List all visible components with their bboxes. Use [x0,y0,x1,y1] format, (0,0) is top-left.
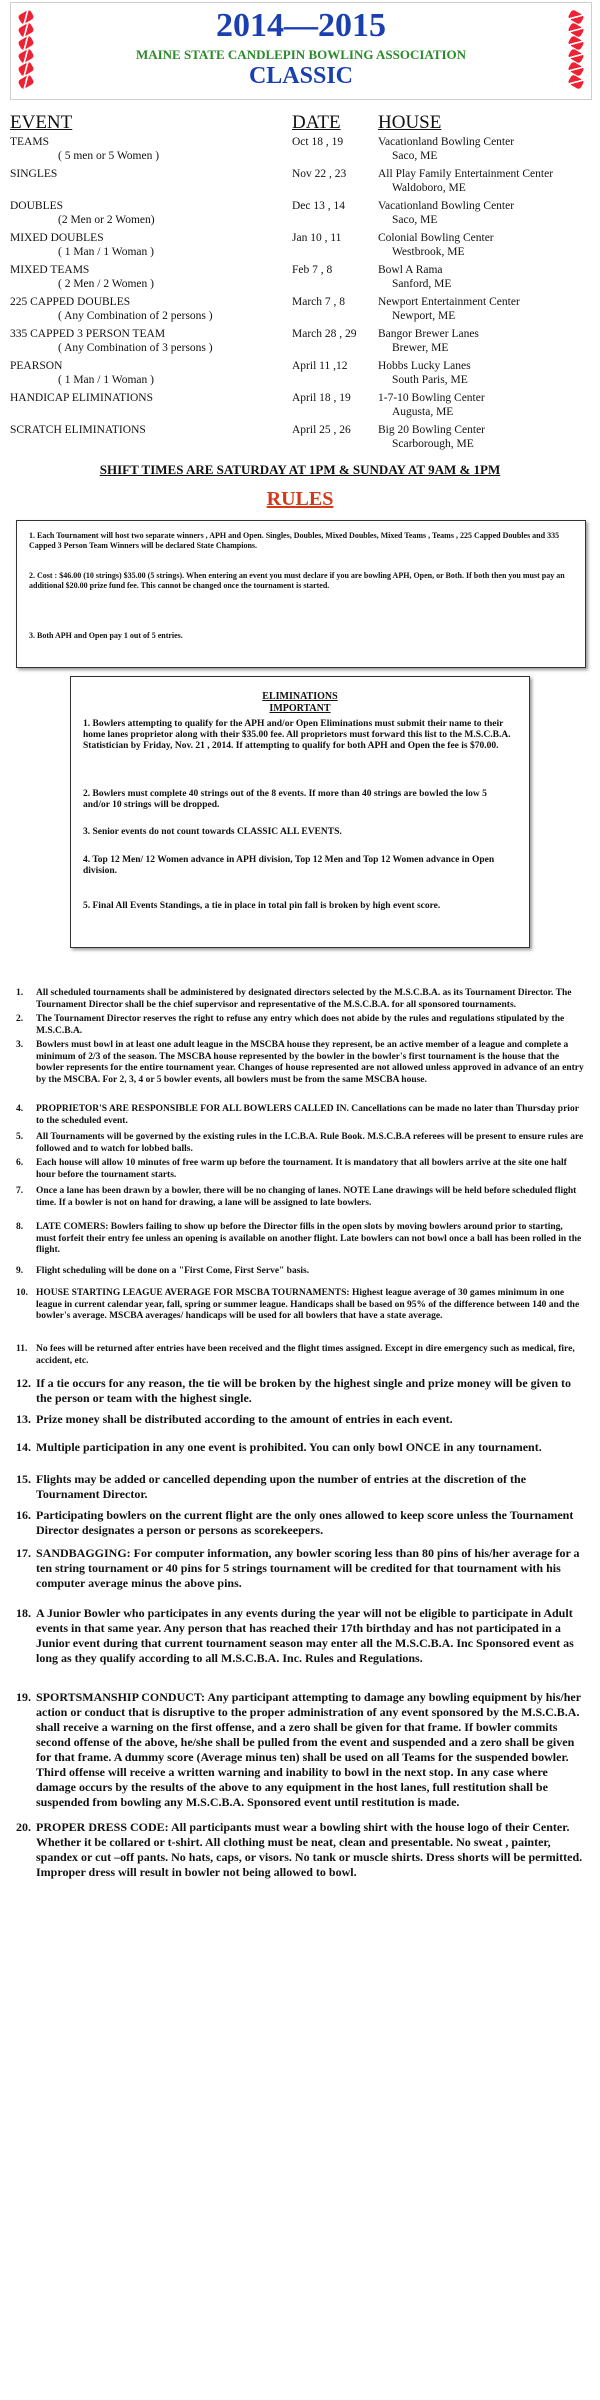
event-composition: ( Any Combination of 3 persons ) [58,342,213,354]
rule-number: 11. [16,1344,28,1354]
event-name: MIXED DOUBLES [10,232,104,244]
rule-text: Once a lane has been drawn by a bowler, there will be no changing of lanes. NOTE Lane drawings will be held before scheduled flight time. If a bowler is not on hand for drawing, a lane will be assigned to late bowlers. [36,1186,577,1208]
event-name: MIXED TEAMS [10,264,90,276]
house-city: Sanford, ME [392,278,452,290]
house-name: 1-7-10 Bowling Center [378,392,485,404]
rule-number: 12. [16,1376,31,1390]
event-column-header: EVENT [10,112,73,133]
rule-text: If a tie occurs for any reason, the tie will be broken by the highest single and prize money will be given to the person or team with the highest single. [36,1376,571,1405]
season-years: 2014—2015 [216,7,386,44]
elimination-item: 2. Bowlers must complete 40 strings out of the 8 events. If more than 40 strings are bowled the low 5 and/or 10 strings will be dropped. [83,789,487,810]
rule-text: HOUSE STARTING LEAGUE AVERAGE FOR MSCBA TOURNAMENTS: Highest league average of 30 games minimum in one league in current calendar year, fall, spring or summer league. Handicaps shall be based on 95% of the difference between 140 and the bowler's average. MSCBA averages/ handicaps will be used for all bowlers that have a state average. [36,1288,580,1321]
eliminations-box [70,676,530,948]
house-city: Scarborough, ME [392,438,474,450]
house-city: Saco, ME [392,214,438,226]
rule-number: 3. [16,1040,24,1050]
house-name: Bowl A Rama [378,264,443,276]
rule-text: All scheduled tournaments shall be administered by designated directors selected by the M.S.C.B.A. as its Tournament Director. The Tournament Director shall be the chief supervisor and representative of the M.S.C.B.A. for all sponsored tournaments. [36,988,572,1010]
rule-text: Bowlers must bowl in at least one adult league in the MSCBA house they represent, be an active member of a league and complete a minimum of 2/3 of the season. The MSCBA house represented by the bowler in the bowler's first tournament is the house that the bowler represents for the entire tournament year. Changes of house represented are not allowed unless approved in advance of an entry by the MSCBA. For 2, 3, 4 or 5 bowler events, all bowlers must be from the same MSCBA house. [36,1040,584,1085]
rule-number: 8. [16,1222,24,1232]
house-city: Newport, ME [392,310,456,322]
house-name: Vacationland Bowling Center [378,136,515,148]
rule-text: No fees will be returned after entries have been received and the flight times assigned. Except in dire emergency such as medical, fire, accident, etc. [36,1344,575,1366]
info-item: 3. Both APH and Open pay 1 out of 5 entries. [29,631,183,640]
info-item: 2. Cost : $46.00 (10 strings) $35.00 (5 strings). When entering an event you must declare if you are bowling APH, Open, or Both. If both then you must pay an additional $20.00 prize fund fee. This cannot be changed once the tournament is started. [29,571,565,590]
house-name: Vacationland Bowling Center [378,200,515,212]
house-city: Brewer, ME [392,342,449,354]
tournament-info-box [16,520,586,668]
eliminations-subtitle: IMPORTANT [269,703,331,714]
elimination-item: 4. Top 12 Men/ 12 Women advance in APH division, Top 12 Men and Top 12 Women advance in Open division. [83,855,495,876]
event-composition: (2 Men or 2 Women) [58,214,155,226]
event-composition: ( 1 Man / 1 Woman ) [58,374,154,386]
rule-text: LATE COMERS: Bowlers failing to show up before the Director fills in the open slots by moving bowlers around prior to starting, must forfeit their entry fee unless an opening is available on another flight. Late bowlers can not bowl once a ball has been rolled in the flight. [36,1222,582,1255]
rule-number: 1. [16,988,24,998]
rule-text: SANDBAGGING: For computer information, any bowler scoring less than 80 pins of his/her average for a ten string tournament or 40 pins for 5 strings tournament will be credited for that tournament with his computer average minus the above pins. [36,1546,580,1590]
event-composition: ( 5 men or 5 Women ) [58,150,160,162]
rule-text: PROPER DRESS CODE: All participants must wear a bowling shirt with the house logo of their Center. Whether it be collared or t-shirt. All clothing must be neat, clean and presentable. No sweat , painter, spandex or cut –off pants. No hats, caps, or visors. No tank or muscle shirts. Dress shorts will be permitted. Improper dress will result in bowler not being allowed to bowl. [36,1820,583,1879]
elimination-item: 3. Senior events do not count towards CLASSIC ALL EVENTS. [83,827,342,837]
elimination-item: 1. Bowlers attempting to qualify for the APH and/or Open Eliminations must submit their name to their home lanes proprietor along with their $35.00 fee. All proprietors must forward this list to the M.S.C.B.A. Statistician by Friday, Nov. 21 , 2014. If attempting to qualify for both APH and Open the fee is $70.00. [83,719,511,751]
rule-text: Multiple participation in any one event is prohibited. You can only bowl ONCE in any tournament. [36,1440,542,1454]
page-title: CLASSIC [248,63,354,89]
shift-times: SHIFT TIMES ARE SATURDAY AT 1PM & SUNDAY AT 9AM & 1PM [99,462,501,477]
event-name: 335 CAPPED 3 PERSON TEAM [10,328,166,340]
event-date: Nov 22 , 23 [292,168,347,180]
rule-text: Prize money shall be distributed according to the amount of entries in each event. [36,1412,453,1426]
rule-number: 10. [16,1288,28,1298]
rule-number: 17. [16,1546,31,1560]
event-date: Dec 13 , 14 [292,200,346,212]
event-composition: ( Any Combination of 2 persons ) [58,310,213,322]
rule-text: SPORTSMANSHIP CONDUCT: Any participant attempting to damage any bowling equipment by his/her action or conduct that is disruptive to the proper administration of any event sponsored by the M.S.C.B.A. shall receive a warning on the first offense, and a zero shall be given for that frame. If bowler commits second offense of the above, he/she shall be pulled from the event and suspended and a zero shall be given for that frame. A dummy score (Average minus ten) shall be used on all Teams for the suspended bowler. Third offense will receive a written warning and inability to bowl in the next stop. In any case where damage occurs by the results of the above to any equipment in the host lanes, full restitution shall be suspended from bowling any M.S.C.B.A. Sponsored event until restitution is made. [36,1690,581,1809]
rule-number: 20. [16,1820,31,1834]
date-column-header: DATE [292,112,341,133]
event-composition: ( 1 Man / 1 Woman ) [58,246,154,258]
event-date: April 11 ,12 [292,360,348,372]
rule-text: PROPRIETOR'S ARE RESPONSIBLE FOR ALL BOWLERS CALLED IN. Cancellations can be made no later than Thursday prior to the scheduled event. [36,1104,579,1126]
house-city: Augusta, ME [392,406,454,418]
rules-title: RULES [266,488,334,510]
event-name: HANDICAP ELIMINATIONS [10,392,153,404]
house-city: Waldoboro, ME [392,182,466,194]
rule-text: All Tournaments will be governed by the existing rules in the I.C.B.A. Rule Book. M.S.C.B.A referees will be present to ensure rules are followed and to watch for lobbed balls. [36,1132,584,1154]
event-date: Feb 7 , 8 [292,264,333,276]
rule-number: 16. [16,1508,31,1522]
house-name: Newport Entertainment Center [378,296,520,308]
rule-number: 6. [16,1158,24,1168]
rule-text: Participating bowlers on the current flight are the only ones allowed to keep score unless the Tournament Director designates a person or persons as scorekeepers. [36,1508,574,1537]
rule-number: 5. [16,1132,24,1142]
rule-text: Each house will allow 10 minutes of free warm up before the tournament. It is mandatory that all bowlers arrive at the site one half hour before the tournament starts. [36,1158,567,1180]
event-date: Jan 10 , 11 [292,232,342,244]
house-city: South Paris, ME [392,374,468,386]
rule-number: 14. [16,1440,31,1454]
rule-text: The Tournament Director reserves the right to refuse any entry which does not abide by the rules and regulations stipulated by the M.S.C.B.A. [36,1014,565,1036]
event-date: March 7 , 8 [292,296,346,308]
house-name: Hobbs Lucky Lanes [378,360,471,372]
event-name: DOUBLES [10,200,64,212]
house-name: Bangor Brewer Lanes [378,328,479,340]
event-name: TEAMS [10,136,49,148]
eliminations-title: ELIMINATIONS [262,691,338,702]
rule-number: 4. [16,1104,24,1114]
rule-text: A Junior Bowler who participates in any events during the year will not be eligible to participate in Adult events in that same year. Any person that has reached their 17th birthday and has not participated in a Junior event during that current tournament season may enter all the M.S.C.B.A. Inc Sponsored event as long as they qualify according to all M.S.C.B.A. Inc. Rules and Regulations. [36,1606,574,1665]
event-date: March 28 , 29 [292,328,357,340]
rule-number: 13. [16,1412,31,1426]
house-name: Big 20 Bowling Center [378,424,486,436]
rule-number: 2. [16,1014,24,1024]
event-date: April 25 , 26 [292,424,351,436]
rule-number: 7. [16,1186,24,1196]
house-city: Saco, ME [392,150,438,162]
event-name: 225 CAPPED DOUBLES [10,296,131,308]
rule-text: Flight scheduling will be done on a "First Come, First Serve" basis. [36,1266,310,1276]
association-name: MAINE STATE CANDLEPIN BOWLING ASSOCIATION [135,47,467,62]
header-banner [10,2,592,100]
event-date: April 18 , 19 [292,392,351,404]
event-composition: ( 2 Men / 2 Women ) [58,278,154,290]
event-name: PEARSON [10,360,63,372]
rule-number: 9. [16,1266,24,1276]
event-date: Oct 18 , 19 [292,136,344,148]
elimination-item: 5. Final All Events Standings, a tie in place in total pin fall is broken by high event score. [83,901,441,911]
house-column-header: HOUSE [378,112,442,133]
info-item: 1. Each Tournament will host two separate winners , APH and Open. Singles, Doubles, Mixed Doubles, Mixed Teams , Teams , 225 Capped Doubles and 335 Capped 3 Person Team Winners will be declared State Champions. [29,531,560,550]
rule-number: 18. [16,1606,31,1620]
rule-number: 15. [16,1472,31,1486]
house-name: All Play Family Entertainment Center [378,168,554,180]
rule-number: 19. [16,1690,31,1704]
house-name: Colonial Bowling Center [378,232,494,244]
house-city: Westbrook, ME [392,246,465,258]
rule-text: Flights may be added or cancelled depending upon the number of entries at the discretion of the Tournament Director. [36,1472,527,1501]
event-name: SCRATCH ELIMINATIONS [10,424,146,436]
event-name: SINGLES [10,168,58,180]
